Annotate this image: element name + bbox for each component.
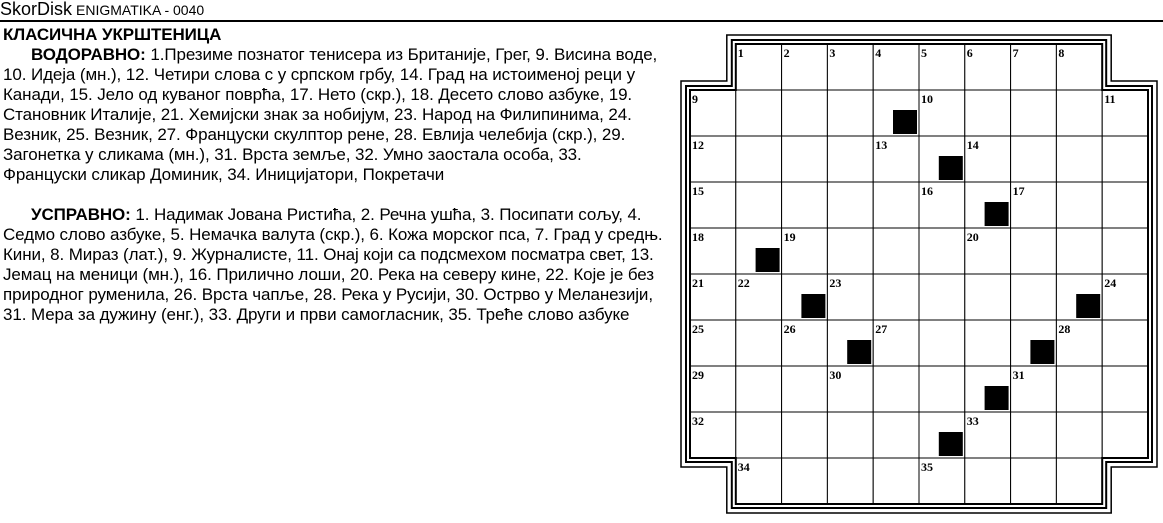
grid-cell bbox=[736, 320, 782, 366]
cell-number: 10 bbox=[921, 92, 933, 106]
grid-cell bbox=[1102, 136, 1148, 182]
cell-number: 3 bbox=[829, 46, 836, 60]
black-square bbox=[801, 294, 825, 318]
cell-number: 26 bbox=[783, 322, 796, 336]
grid-cell bbox=[736, 366, 782, 412]
cell-number: 15 bbox=[692, 184, 704, 198]
puzzle-id: ENIGMATIKA - 0040 bbox=[76, 2, 205, 18]
black-square bbox=[985, 386, 1009, 410]
cell-number: 29 bbox=[692, 368, 704, 382]
black-square bbox=[893, 110, 917, 134]
cell-number: 23 bbox=[829, 276, 842, 290]
cell-number: 25 bbox=[692, 322, 704, 336]
cell-number: 20 bbox=[966, 230, 979, 244]
black-square bbox=[1076, 294, 1100, 318]
grid-cell bbox=[919, 366, 965, 412]
grid-cell bbox=[1102, 228, 1148, 274]
grid-cell bbox=[873, 182, 919, 228]
grid-cell bbox=[782, 136, 828, 182]
grid-cell bbox=[736, 90, 782, 136]
cell-number: 8 bbox=[1058, 46, 1065, 60]
cell-number: 5 bbox=[921, 46, 927, 60]
grid-cell bbox=[827, 90, 873, 136]
grid-cell bbox=[919, 228, 965, 274]
grid-cell bbox=[782, 366, 828, 412]
grid-cell bbox=[1011, 136, 1057, 182]
grid-cell bbox=[782, 458, 828, 504]
brand-name: SkorDisk bbox=[0, 0, 73, 19]
grid-cell bbox=[827, 182, 873, 228]
grid-cell bbox=[827, 412, 873, 458]
grid-cell bbox=[873, 458, 919, 504]
grid-cell bbox=[1011, 274, 1057, 320]
cell-number: 16 bbox=[921, 184, 933, 198]
cell-number: 21 bbox=[692, 276, 704, 290]
grid-cell bbox=[1056, 136, 1102, 182]
grid-cell bbox=[1011, 412, 1057, 458]
grid-cell bbox=[736, 136, 782, 182]
black-square bbox=[1030, 340, 1054, 364]
black-square bbox=[939, 156, 963, 180]
grid-cell bbox=[736, 182, 782, 228]
grid-cell bbox=[965, 274, 1011, 320]
cell-number: 2 bbox=[783, 46, 790, 60]
grid-cell bbox=[873, 228, 919, 274]
grid-cell bbox=[736, 412, 782, 458]
grid-cell bbox=[873, 366, 919, 412]
grid-cell bbox=[827, 136, 873, 182]
cell-number: 14 bbox=[966, 138, 979, 152]
black-square bbox=[939, 432, 963, 456]
cell-number: 12 bbox=[692, 138, 704, 152]
cell-number: 6 bbox=[966, 46, 973, 60]
black-square bbox=[847, 340, 871, 364]
cell-number: 34 bbox=[737, 460, 750, 474]
across-text: 1.Презиме познатог тенисера из Британије, Грег, 9. Висина воде, 10. Идеја (мн.), 12. Четири слова с у српском грбу, 14. Град на истоименој реци у Канади, 15. Јело од куваног поврћа, 17. Нето (скр.), 18. Десето слово азбуке, 19. Становник Италије, 21. Хемијски знак за нобијум, 23. Народ на Филипинима, 24. Везник, 25. Везник, 27. Француски скулптор рене, 28. Евлија челебија (скр.), 29. Загонетка у сликама (мн.), 31. Врста земље, 32. Умно заостала особа, 33. Француски сликар Доминик, 34. Иницијатори, Покретачи bbox=[3, 45, 658, 184]
grid-cell bbox=[782, 412, 828, 458]
black-square bbox=[756, 248, 780, 272]
cell-number: 24 bbox=[1104, 276, 1117, 290]
down-label: УСПРАВНО: bbox=[31, 205, 131, 224]
grid-cell bbox=[1056, 90, 1102, 136]
cell-number: 33 bbox=[966, 414, 979, 428]
black-square bbox=[985, 202, 1009, 226]
grid-cell bbox=[1102, 182, 1148, 228]
grid-cell bbox=[919, 320, 965, 366]
cell-number: 35 bbox=[921, 460, 933, 474]
grid-cell bbox=[965, 320, 1011, 366]
puzzle-title: КЛАСИЧНА УКРШТЕНИЦА bbox=[3, 25, 222, 44]
cell-number: 27 bbox=[875, 322, 888, 336]
cell-number: 7 bbox=[1012, 46, 1019, 60]
cell-number: 13 bbox=[875, 138, 888, 152]
grid-cell bbox=[1102, 412, 1148, 458]
grid-cell bbox=[965, 458, 1011, 504]
grid-cell bbox=[1056, 412, 1102, 458]
grid-cell bbox=[1056, 458, 1102, 504]
grid-cell bbox=[1056, 182, 1102, 228]
grid-cell bbox=[873, 274, 919, 320]
cell-number: 18 bbox=[692, 230, 704, 244]
cell-number: 28 bbox=[1058, 322, 1071, 336]
grid-cell bbox=[965, 90, 1011, 136]
cell-number: 31 bbox=[1012, 368, 1025, 382]
down-text: 1. Надимак Јована Ристића, 2. Речна ушћа, 3. Посипати сољу, 4. Седмо слово азбуке, 5. Немачка валута (скр.), 6. Кожа морског пса, 7. Град у средњ. Кини, 8. Мираз (лат.), 9. Журналисте, 11. Онај који са подсмехом посматра свет, 13. Јемац на меници (мн.), 16. Прилично лоши, 20. Река на северу кине, 22. Које је без природног руменила, 26. Врста чапље, 28. Река у Русији, 30. Острво у Меланезији, 31. Мера за дужину (енг.), 33. Други и први самогласник, 35. Треће слово азбуке bbox=[3, 205, 663, 324]
grid-cell bbox=[873, 412, 919, 458]
grid-cell bbox=[827, 228, 873, 274]
cell-number: 9 bbox=[692, 92, 698, 106]
grid-cell bbox=[1102, 366, 1148, 412]
grid-cell bbox=[782, 182, 828, 228]
grid-cell bbox=[827, 458, 873, 504]
cell-number: 4 bbox=[875, 46, 882, 60]
cell-number: 17 bbox=[1012, 184, 1025, 198]
cell-number: 22 bbox=[737, 276, 750, 290]
cell-number: 32 bbox=[692, 414, 704, 428]
cell-number: 11 bbox=[1104, 92, 1116, 106]
cell-number: 30 bbox=[829, 368, 842, 382]
grid-cell bbox=[1056, 228, 1102, 274]
grid-cell bbox=[1011, 458, 1057, 504]
grid-cell bbox=[1102, 320, 1148, 366]
grid-cell bbox=[1011, 90, 1057, 136]
cell-number: 19 bbox=[783, 230, 796, 244]
grid-cell bbox=[1056, 366, 1102, 412]
grid-cell bbox=[1011, 228, 1057, 274]
across-label: ВОДОРАВНО: bbox=[31, 45, 146, 64]
grid-cell bbox=[782, 90, 828, 136]
grid-cell bbox=[919, 274, 965, 320]
cell-number: 1 bbox=[737, 46, 744, 60]
